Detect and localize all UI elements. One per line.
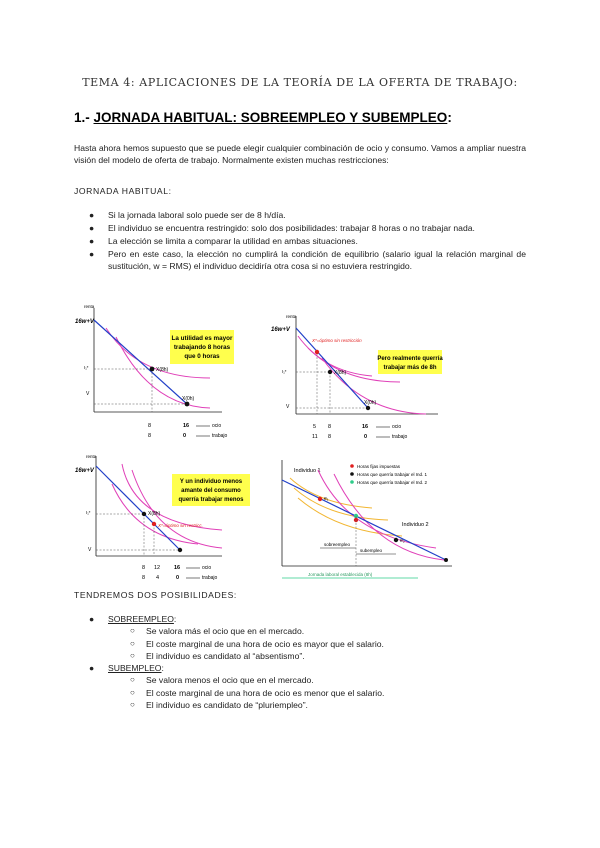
svg-text:Horas que querría trabajar el: Horas que querría trabajar el Ind. 2 <box>357 480 428 485</box>
svg-text:Horas que querría trabajar el: Horas que querría trabajar el Ind. 1 <box>357 472 428 477</box>
svg-text:renta: renta <box>86 454 97 459</box>
svg-text:16: 16 <box>183 423 190 429</box>
list-item: ● Si la jornada laboral solo puede ser de 8 h/día. <box>89 210 286 220</box>
svg-text:16w+V: 16w+V <box>75 468 94 474</box>
svg-text:V: V <box>86 391 90 397</box>
svg-text:I₁*: I₁* <box>84 365 89 370</box>
svg-text:8: 8 <box>148 423 152 429</box>
svg-text:0: 0 <box>183 433 187 439</box>
list-item: ○ El coste marginal de una hora de ocio es menor que el salario. <box>130 687 385 698</box>
list-item: ○ Se valora menos el ocio que en el mercado. <box>130 675 314 686</box>
svg-text:12: 12 <box>154 565 161 571</box>
graph-want-more-hours <box>268 310 468 444</box>
svg-text:Jornada laboral establecida (8: Jornada laboral establecida (8h) <box>308 572 373 577</box>
list-item: ● SUBEMPLEO: <box>89 663 164 674</box>
svg-text:subempleo: subempleo <box>360 548 383 553</box>
svg-text:X*=óptimo sin restricc.: X*=óptimo sin restricc. <box>158 523 203 528</box>
svg-text:X(8h): X(8h) <box>148 511 161 517</box>
svg-text:X(8h): X(8h) <box>334 370 347 376</box>
svg-text:ocio: ocio <box>392 424 402 430</box>
svg-text:trabajando 8 horas: trabajando 8 horas <box>173 344 231 351</box>
jornada-label: JORNADA HABITUAL: <box>74 186 172 196</box>
svg-text:renta: renta <box>84 304 95 309</box>
svg-text:8: 8 <box>328 424 332 430</box>
svg-text:Y un individuo menos: Y un individuo menos <box>179 479 243 485</box>
svg-text:trabajo: trabajo <box>392 434 408 440</box>
svg-text:trabajo: trabajo <box>212 433 228 439</box>
document-header: TEMA 4: APLICACIONES DE LA TEORÍA DE LA OFERTA DE TRABAJO: <box>82 76 518 89</box>
svg-text:8: 8 <box>328 434 332 440</box>
svg-text:0: 0 <box>364 434 368 440</box>
svg-text:16: 16 <box>362 424 369 430</box>
list-item: ● Pero en este caso, la elección no cumplirá la condición de equilibrio (salario igual la relación marginal de sustitución, w = RMS) el individuo decidiría otra cosa si no estuviera restringido. <box>89 249 526 271</box>
list-item: ○ El individuo es candidato de “pluriempleo”. <box>130 700 308 711</box>
list-item: ○ El individuo es candidato al “absentismo”. <box>130 650 305 661</box>
svg-text:La utilidad es mayor: La utilidad es mayor <box>171 335 233 342</box>
svg-text:amante del consumo: amante del consumo <box>181 488 241 494</box>
bullet-list <box>74 209 526 273</box>
svg-text:que 0 horas: que 0 horas <box>184 353 220 360</box>
svg-text:16: 16 <box>174 565 181 571</box>
svg-text:11: 11 <box>312 434 318 440</box>
svg-text:4: 4 <box>156 575 160 581</box>
svg-text:e₂: e₂ <box>400 538 405 544</box>
svg-text:I₁*: I₁* <box>86 510 91 515</box>
svg-text:Individuo 1: Individuo 1 <box>294 468 321 474</box>
svg-text:V: V <box>286 404 290 410</box>
svg-text:Horas fijas impuestas: Horas fijas impuestas <box>357 464 401 469</box>
list-item: ○ Se valora más el ocio que en el mercado. <box>130 626 305 637</box>
svg-text:Pero realmente querría: Pero realmente querría <box>377 356 443 362</box>
list-item: ● La elección se limita a comparar la utilidad en ambas situaciones. <box>89 236 358 246</box>
svg-text:querría trabajar menos: querría trabajar menos <box>178 497 244 503</box>
svg-text:ocio: ocio <box>202 565 212 571</box>
graph-utility-8h <box>72 300 262 446</box>
svg-text:0: 0 <box>176 575 180 581</box>
svg-text:renta: renta <box>286 314 297 319</box>
svg-text:16w+V: 16w+V <box>75 319 94 325</box>
svg-text:8: 8 <box>142 565 146 571</box>
svg-text:8: 8 <box>142 575 146 581</box>
svg-text:8: 8 <box>148 433 152 439</box>
svg-text:16w+V: 16w+V <box>271 327 290 333</box>
svg-text:ocio: ocio <box>212 423 222 429</box>
intro-paragraph: Hasta ahora hemos supuesto que se puede elegir cualquier combinación de ocio y consumo. Vamos a ampliar nuestra visión del modelo de oferta de trabajo. Normalmente existen muchas restricciones: <box>74 143 526 165</box>
svg-text:trabajo: trabajo <box>202 575 218 581</box>
section-heading: 1.- JORNADA HABITUAL: SOBREEMPLEO Y SUBEMPLEO: <box>74 110 452 125</box>
possibilities-label: TENDREMOS DOS POSIBILIDADES: <box>74 590 237 600</box>
svg-text:X(0h): X(0h) <box>182 396 195 402</box>
svg-text:5: 5 <box>313 424 317 430</box>
svg-text:trabajar más de 8h: trabajar más de 8h <box>383 365 437 371</box>
svg-text:Individuo 2: Individuo 2 <box>402 522 429 528</box>
possibilities-list <box>74 613 526 711</box>
svg-text:sobreempleo: sobreempleo <box>324 542 351 547</box>
svg-text:I₁*: I₁* <box>282 369 287 374</box>
svg-text:X*=óptimo sin restricción: X*=óptimo sin restricción <box>312 338 362 343</box>
svg-text:X(8h): X(8h) <box>156 367 169 373</box>
graph-want-fewer-hours <box>72 452 262 586</box>
list-item: ● El individuo se encuentra restringido: solo dos posibilidades: trabajar 8 horas o no trabajar nada. <box>89 223 475 233</box>
svg-text:X(0h): X(0h) <box>364 400 377 406</box>
svg-text:e₁: e₁ <box>324 496 329 502</box>
graph-two-individuals <box>268 456 460 588</box>
svg-text:V: V <box>88 547 92 553</box>
list-item: ● SOBREEMPLEO: <box>89 614 177 624</box>
list-item: ○ El coste marginal de una hora de ocio es mayor que el salario. <box>130 638 384 649</box>
